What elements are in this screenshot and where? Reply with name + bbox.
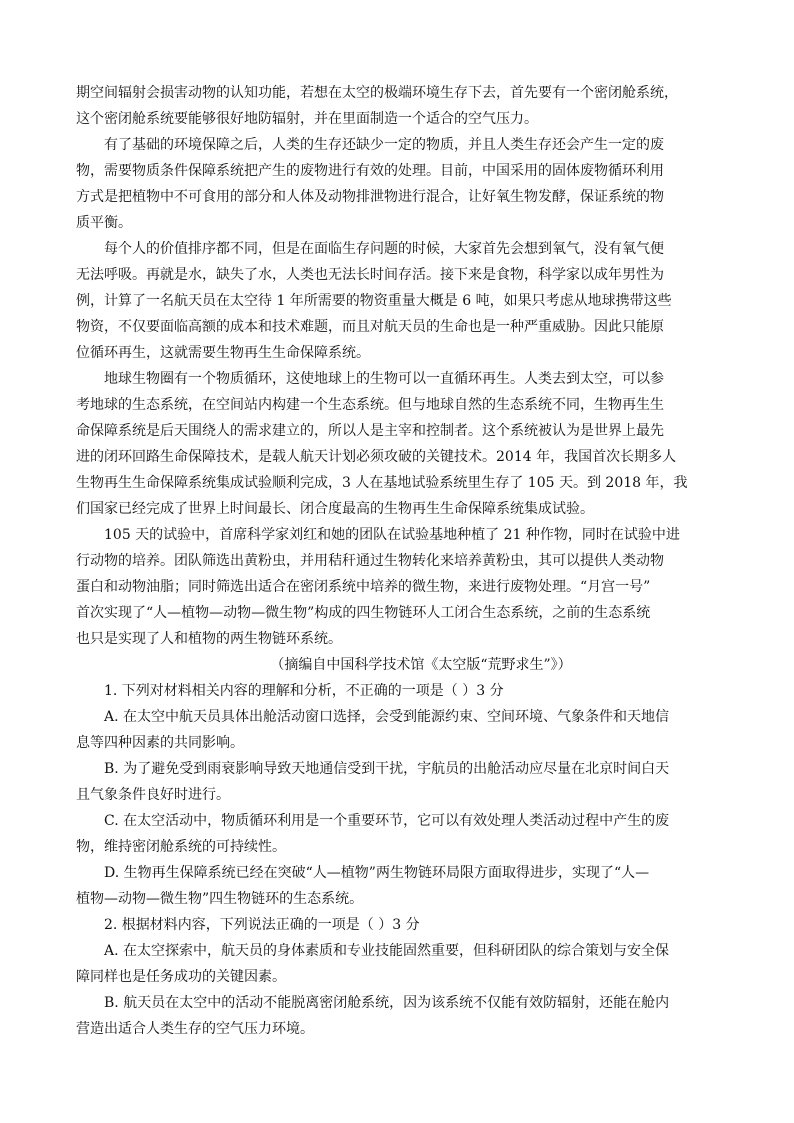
passage-line: 考地球的生态系统，在空间站内构建一个生态系统。但与地球自然的生态系统不同，生物再生生 [76, 397, 664, 413]
passage-line: 每个人的价值排序都不同，但是在面临生存问题的时候，大家首先会想到氧气，没有氧气便 [104, 241, 664, 257]
passage-line: 方式是把植物中不可食用的部分和人体及动物排泄物进行混合，让好氧生物发酵，保证系统的物 [76, 189, 664, 205]
document-page [76, 80, 726, 1042]
question-stem: 1. 下列对材料相关内容的理解和分析，不正确的一项是（ ）3 分 [104, 683, 504, 699]
passage-line: 这个密闭舱系统要能够很好地防辐射，并在里面制造一个适合的空气压力。 [76, 111, 538, 127]
option-c-line-2: 物，维持密闭舱系统的可持续性。 [76, 839, 286, 855]
passage-line: 位循环再生，这就需要生物再生生命保障系统。 [76, 345, 370, 361]
option-a-line-1: A. 在太空中航天员具体出舱活动窗口选择，会受到能源约束、空间环境、气象条件和天地信 [104, 709, 670, 725]
passage-line: 期空间辐射会损害动物的认知功能，若想在太空的极端环境生存下去，首先要有一个密闭舱系统， [76, 85, 678, 101]
passage-line: 物资，不仅要面临高额的成本和技术难题，而且对航天员的生命也是一种严重威胁。因此只能原 [76, 319, 664, 335]
passage-line: 进的闭环回路生命保障技术，是载人航天计划必须攻破的关键技术。2014 年，我国首次长期多人 [76, 449, 677, 465]
option-a-line-2: 障同样也是任务成功的关键因素。 [76, 969, 286, 985]
passage-line: 105 天的试验中，首席科学家刘红和她的团队在试验基地种植了 21 种作物，同时在试验中进 [104, 527, 680, 543]
option-a-line-2: 息等四种因素的共同影响。 [76, 735, 244, 751]
passage-line: 地球生物圈有一个物质循环，这使地球上的生物可以一直循环再生。人类去到太空，可以参 [104, 371, 664, 387]
option-a-line-1: A. 在太空探索中，航天员的身体素质和专业技能固然重要，但科研团队的综合策划与安全保 [104, 943, 670, 959]
passage-line: 物，需要物质条件保障系统把产生的废物进行有效的处理。目前，中国采用的固体废物循环利用 [76, 163, 664, 179]
question-2 [76, 912, 726, 1042]
passage-line: 例，计算了一名航天员在太空待 1 年所需要的物资重量大概是 6 吨，如果只考虑从地球携带这些 [76, 293, 672, 309]
passage-line: 有了基础的环境保障之后，人类的生存还缺少一定的物质，并且人类生存还会产生一定的废 [104, 137, 664, 153]
passage [76, 80, 726, 652]
option-b-line-2: 且气象条件良好时进行。 [76, 787, 230, 803]
option-b-line-1: B. 为了避免受到雨衰影响导致天地通信受到干扰，宇航员的出舱活动应尽量在北京时间白天 [104, 761, 670, 777]
passage-line: 也只是实现了人和植物的两生物链环系统。 [76, 631, 342, 647]
passage-line: 命保障系统是后天围绕人的需求建立的，所以人是主宰和控制者。这个系统被认为是世界上最先 [76, 423, 664, 439]
passage-line: 行动物的培养。团队筛选出黄粉虫，并用秸秆通过生物转化来培养黄粉虫，其可以提供人类动物 [76, 553, 664, 569]
passage-line: 质平衡。 [76, 215, 132, 231]
option-c-line-1: C. 在太空活动中，物质循环利用是一个重要环节，它可以有效处理人类活动过程中产生的废 [104, 813, 670, 829]
option-d-line-1: D. 生物再生保障系统已经在突破“人—植物”两生物链环局限方面取得进步，实现了“人— [104, 865, 650, 881]
question-stem: 2. 根据材料内容，下列说法正确的一项是（ ）3 分 [104, 917, 420, 933]
option-b-line-1: B. 航天员在太空中的活动不能脱离密闭舱系统，因为该系统不仅能有效防辐射，还能在舱内 [104, 995, 670, 1011]
question-1 [76, 678, 726, 912]
passage-line: 蛋白和动物油脂；同时筛选出适合在密闭系统中培养的微生物，来进行废物处理。“月宫一号” [76, 579, 651, 595]
option-b-line-2: 营造出适合人类生存的空气压力环境。 [76, 1021, 314, 1037]
passage-line: 无法呼吸。再就是水，缺失了水，人类也无法长时间存活。接下来是食物，科学家以成年男性为 [76, 267, 664, 283]
passage-line: 首次实现了“人—植物—动物—微生物”构成的四生物链环人工闭合生态系统，之前的生态系统 [76, 605, 651, 621]
passage-line: 生物再生生命保障系统集成试验顺利完成，3 人在基地试验系统里生存了 105 天。到 2018 年，我 [76, 475, 688, 491]
source-citation: （摘编自中国科学技术馆《太空版“荒野求生”》） [270, 657, 572, 673]
option-d-line-2: 植物—动物—微生物”四生物链环的生态系统。 [76, 891, 364, 907]
passage-line: 们国家已经完成了世界上时间最长、闭合度最高的生物再生生命保障系统集成试验。 [76, 501, 594, 517]
